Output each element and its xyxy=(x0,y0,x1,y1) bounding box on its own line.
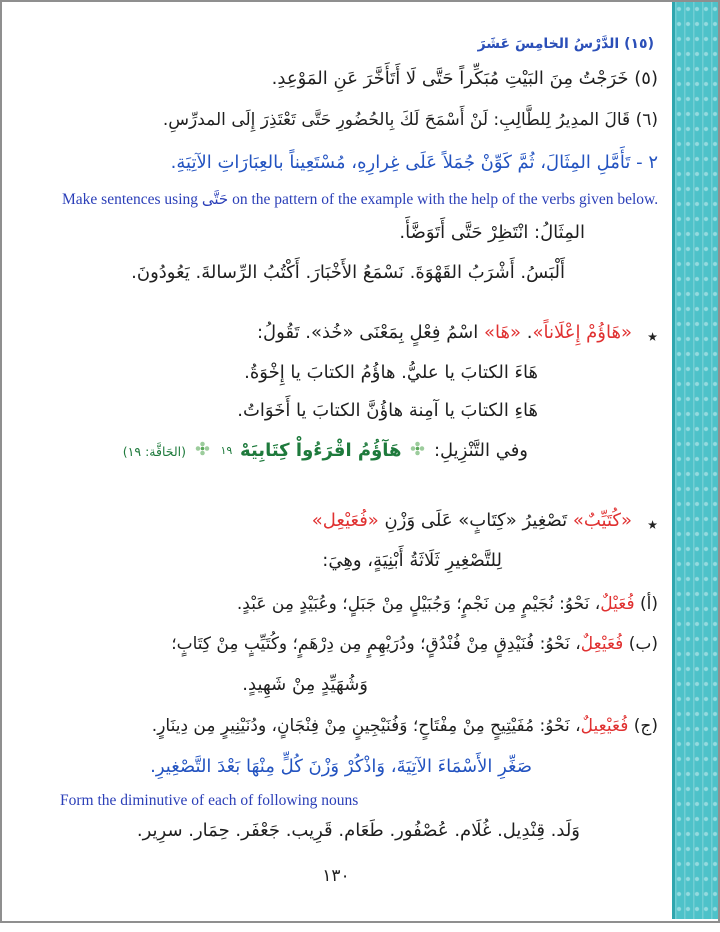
lesson-header: (١٥) الدَّرْسُ الخامِسَ عَشَرَ xyxy=(477,36,654,52)
instruction-english-post: on the pattern of the example with the help of the verbs given below. xyxy=(232,191,659,208)
haumu-example-row-2: هَاءِ الكتابَ يا آمِنة هاؤُنَّ الكتابَ يا أَخَوَاتُ. xyxy=(237,400,538,421)
quran-verse-line xyxy=(123,438,528,464)
instruction-english-2: Form the diminutive of each of following nouns xyxy=(60,792,359,809)
red-term: «هَاؤُمْ إِعْلَاناً» xyxy=(532,322,632,343)
page-number: ١٣٠ xyxy=(322,866,350,886)
instruction-arabic-word: حَتَّى xyxy=(201,190,229,208)
diminutive-line-2: لِلتَّصْغِيرِ ثَلَاثَةُ أَبْنِيَةٍ، وهِيَ: xyxy=(322,550,502,571)
red-pattern: فُعَيْعِيلٌ xyxy=(580,716,629,736)
star-bullet-icon: ٭ xyxy=(647,512,658,536)
verbs-line: أَلْبَسُ. أَشْرَبُ القَهْوَةَ. نَسْمَعُ الأَخْبَارَ. أَكْتُبُ الرِّسالةَ. يَعُودُونَ. xyxy=(131,262,565,283)
instruction-arabic-2: صَغِّرِ الأَسْمَاءَ الآتِيَةَ، وَاذْكُرْ وَزْنَ كُلٍّ مِنْهَا بَعْدَ التَّصْغِيرِ. xyxy=(150,756,532,777)
note-diminutive-intro: «كُتَيِّبٌ» تَصْغِيرُ «كِتَابٍ» عَلَى وَزْنِ «فُعَيْعِل» xyxy=(311,510,632,531)
red-term: «فُعَيْعِل» xyxy=(311,510,379,531)
ornamental-bracket-close-icon xyxy=(195,438,210,464)
instruction-english-pre: Make sentences using xyxy=(62,191,199,208)
red-pattern: فُعَيْلٌ xyxy=(600,594,635,614)
decorative-side-band xyxy=(672,2,718,919)
red-term: «هَا» xyxy=(483,322,521,343)
quran-verse-text: هَآؤُمُ اقْرَءُواْ كِتَابِيَهْ xyxy=(240,440,402,462)
note-haumu-intro: «هَاؤُمْ إِعْلَاناً». «هَا» اسْمُ فِعْلٍ بِمَعْنَى «خُذ». تَقُولُ: xyxy=(256,322,632,343)
haumu-example-row-1: هَاءَ الكتابَ يا عليُّ. هاؤُمُ الكتابَ يا إِخْوَةُ. xyxy=(244,362,538,383)
pattern-a-line: (أ) فُعَيْلٌ، نَحْوُ: نُجَيْمٍ مِن نَجْمٍ؛ وَجُبَيْلٍ مِنْ جَبَلٍ؛ وعُبَيْدٍ مِن عَبْدٍ. xyxy=(236,594,658,614)
pattern-b-continuation: وَشُهَيِّدٍ مِنْ شَهِيدٍ. xyxy=(242,674,368,695)
example-line: المِثَالُ: انْتَظِرْ حَتَّى أَتَوَضَّأَ. xyxy=(399,222,585,243)
star-bullet-icon: ٭ xyxy=(647,324,658,348)
red-pattern: فُعَيْعِلٌ xyxy=(580,634,624,654)
pattern-c-line: (ج) فُعَيْعِيلٌ، نَحْوُ: مُفَيْتِيحٍ مِنْ مِفْتَاحٍ؛ وَفُنَيْجِينٍ مِنْ فِنْجَانٍ، ودُنَيْنِيرٍ مِن دِينَارٍ. xyxy=(151,716,658,736)
red-term: «كُتَيِّبٌ» xyxy=(572,510,632,531)
instruction-arabic-1: ٢ - تَأَمَّلِ المِثَالَ، ثُمَّ كَوِّنْ جُمَلاً عَلَى غِرارِهِ، مُسْتَعِيناً بالعِبَارَاتِ الآتِيَةِ. xyxy=(170,152,658,173)
ayah-number: ١٩ xyxy=(220,444,233,458)
sentence-5: (٥) خَرَجْتُ مِنَ البَيْتِ مُبَكِّراً حَتَّى لَا أَتَأَخَّرَ عَنِ المَوْعِدِ. xyxy=(271,68,658,89)
ornamental-bracket-open-icon xyxy=(410,438,425,464)
instruction-english-1 xyxy=(62,190,658,209)
sentence-6: (٦) قَالَ المدِيرُ لِلطَّالِبِ: لَنْ أَسْمَحَ لَكَ بِالحُضُورِ حَتَّى تَعْتَذِرَ إِلَى المدرِّسِ. xyxy=(162,110,658,130)
pattern-b-line: (ب) فُعَيْعِلٌ، نَحْوُ: فُنَيْدِقٍ مِنْ فُنْدُقٍ؛ ودُرَيْهِمٍ مِن دِرْهَمٍ؛ وكُتَيِّبٍ مِنْ كِتَابٍ؛ xyxy=(171,634,658,654)
nouns-line: وَلَد. قِنْدِيل. غُلَام. عُصْفُور. طَعَام. قَرِيب. جَعْفَر. حِمَار. سرِير. xyxy=(136,820,580,841)
surah-reference: (الحَاقَّة: ١٩) xyxy=(122,444,187,460)
quran-prefix: وفي التَّنْزِيلِ: xyxy=(433,440,528,462)
